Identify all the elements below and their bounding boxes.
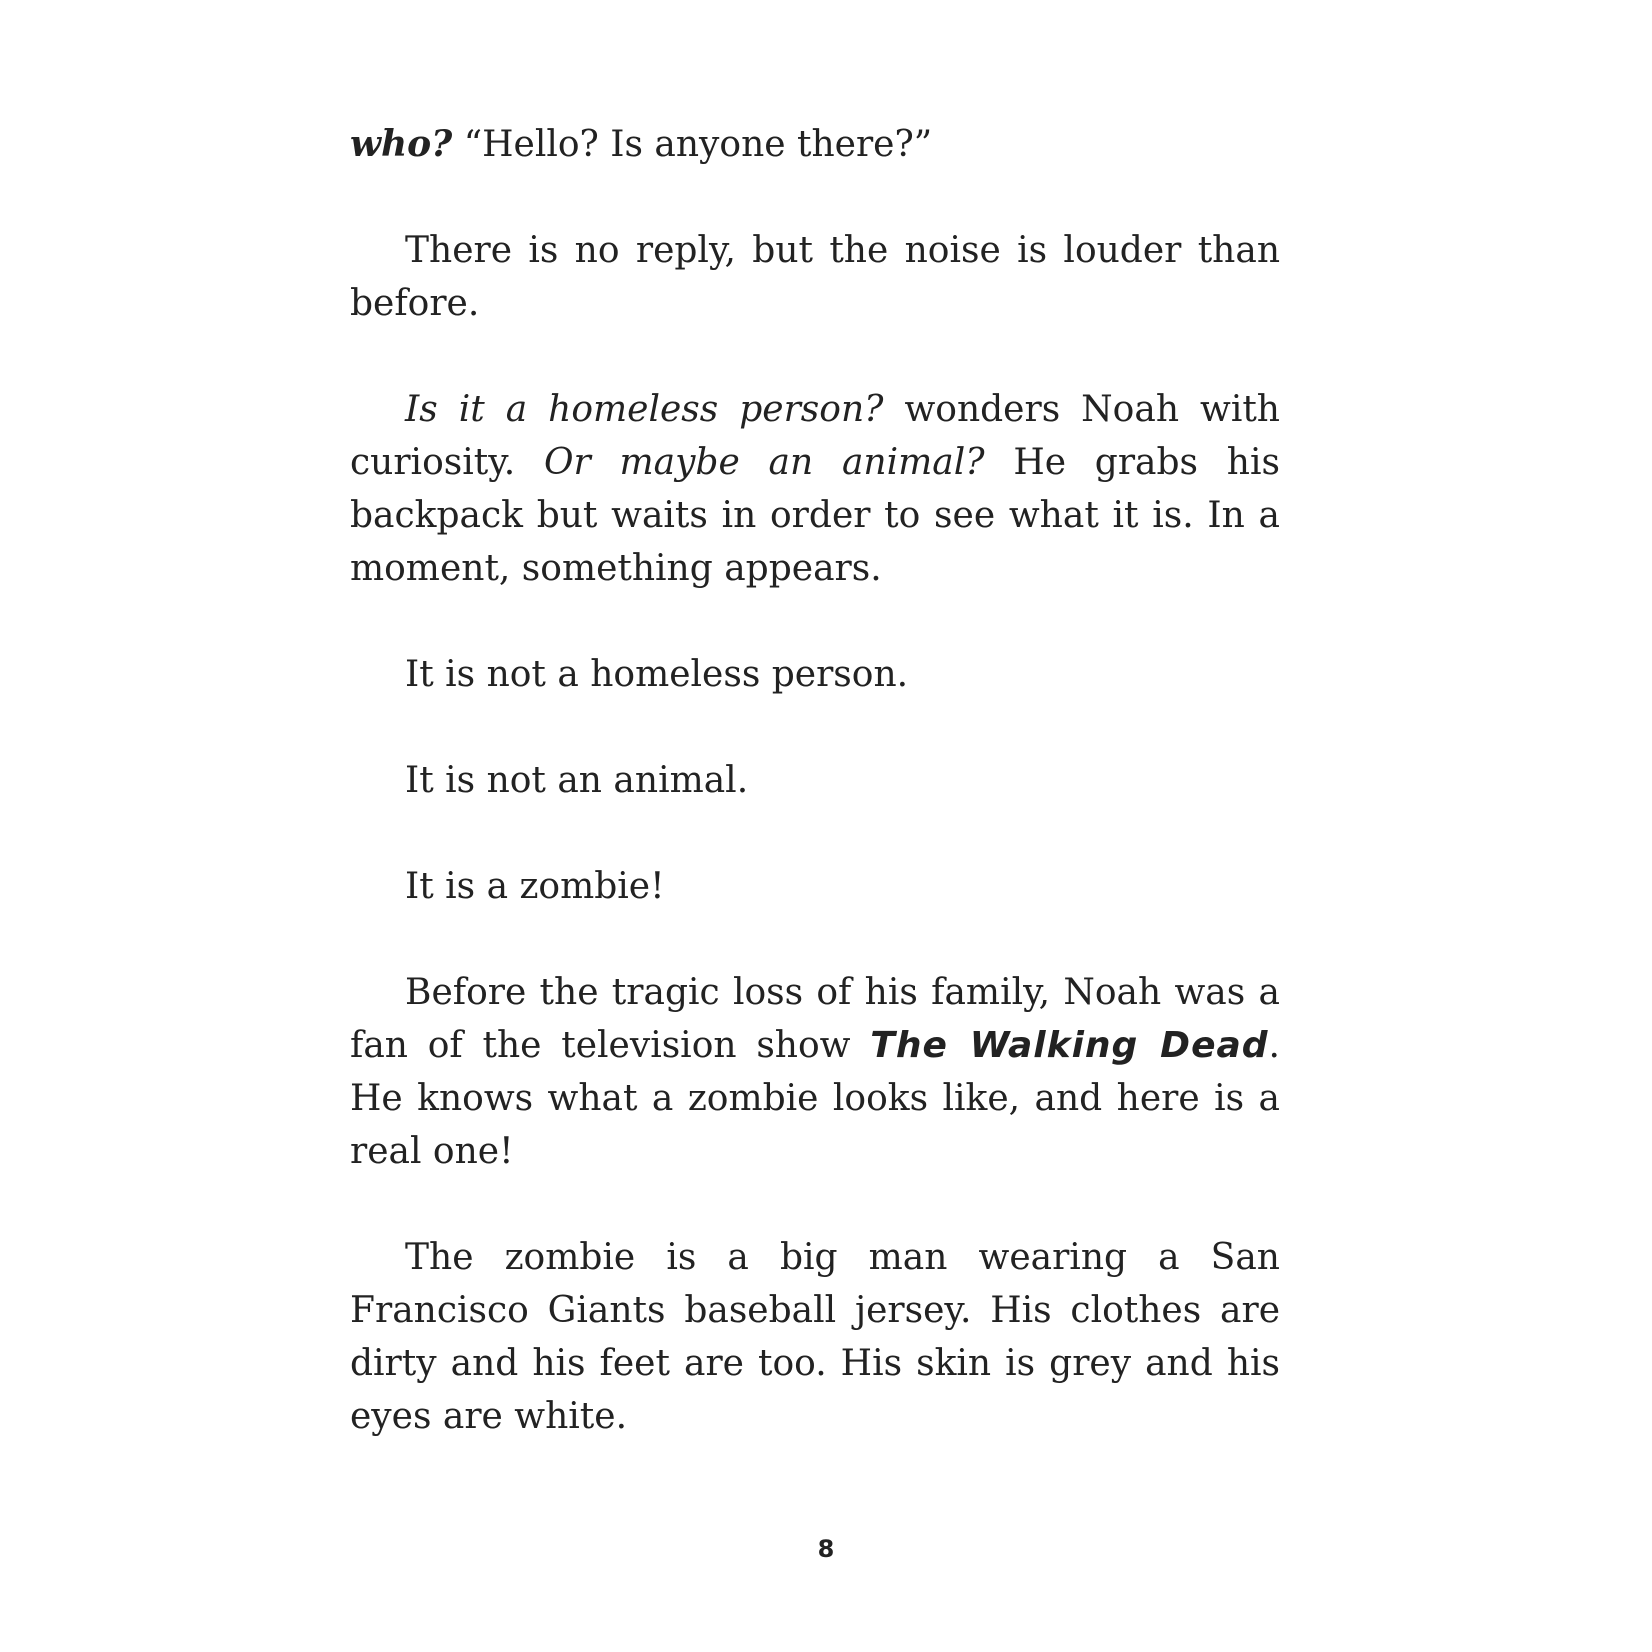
paragraph-4-text: It is not a homeless person.	[405, 654, 909, 695]
paragraph-1-text: “Hello? Is anyone there?”	[452, 124, 933, 165]
paragraph-7-text-2: . He knows what a zombie looks like, and here is a real one!	[350, 1025, 1280, 1172]
paragraph-3-text-1: wonders Noah with curiosity.	[350, 389, 1280, 483]
paragraph-5-text: It is not an animal.	[405, 760, 749, 801]
body-text	[350, 118, 1280, 1496]
paragraph-3-text-2: He grabs his backpack but waits in order to see what it is. In a moment, something appears.	[350, 442, 1280, 589]
paragraph-2	[350, 224, 1280, 330]
emphasis-who: who?	[350, 123, 453, 165]
paragraph-5	[350, 754, 1280, 807]
show-title: The Walking Dead	[870, 1025, 1269, 1066]
paragraph-2-text: There is no reply, but the noise is louder than before.	[350, 230, 1280, 324]
paragraph-6-text: It is a zombie!	[405, 866, 665, 907]
paragraph-3	[350, 383, 1280, 595]
paragraph-6	[350, 860, 1280, 913]
thought-animal: Or maybe an animal?	[543, 442, 985, 483]
paragraph-8-text: The zombie is a big man wearing a San Francisco Giants baseball jersey. His clothes are dirty and his feet are too. His skin is grey and his eyes are white.	[350, 1237, 1280, 1437]
paragraph-1	[350, 118, 1280, 171]
thought-homeless: Is it a homeless person?	[405, 389, 884, 430]
page-number: 8	[817, 1535, 835, 1563]
paragraph-4	[350, 648, 1280, 701]
paragraph-8	[350, 1231, 1280, 1443]
paragraph-7-text-1: Before the tragic loss of his family, Noah was a fan of the television show	[350, 972, 1280, 1066]
paragraph-7	[350, 966, 1280, 1178]
